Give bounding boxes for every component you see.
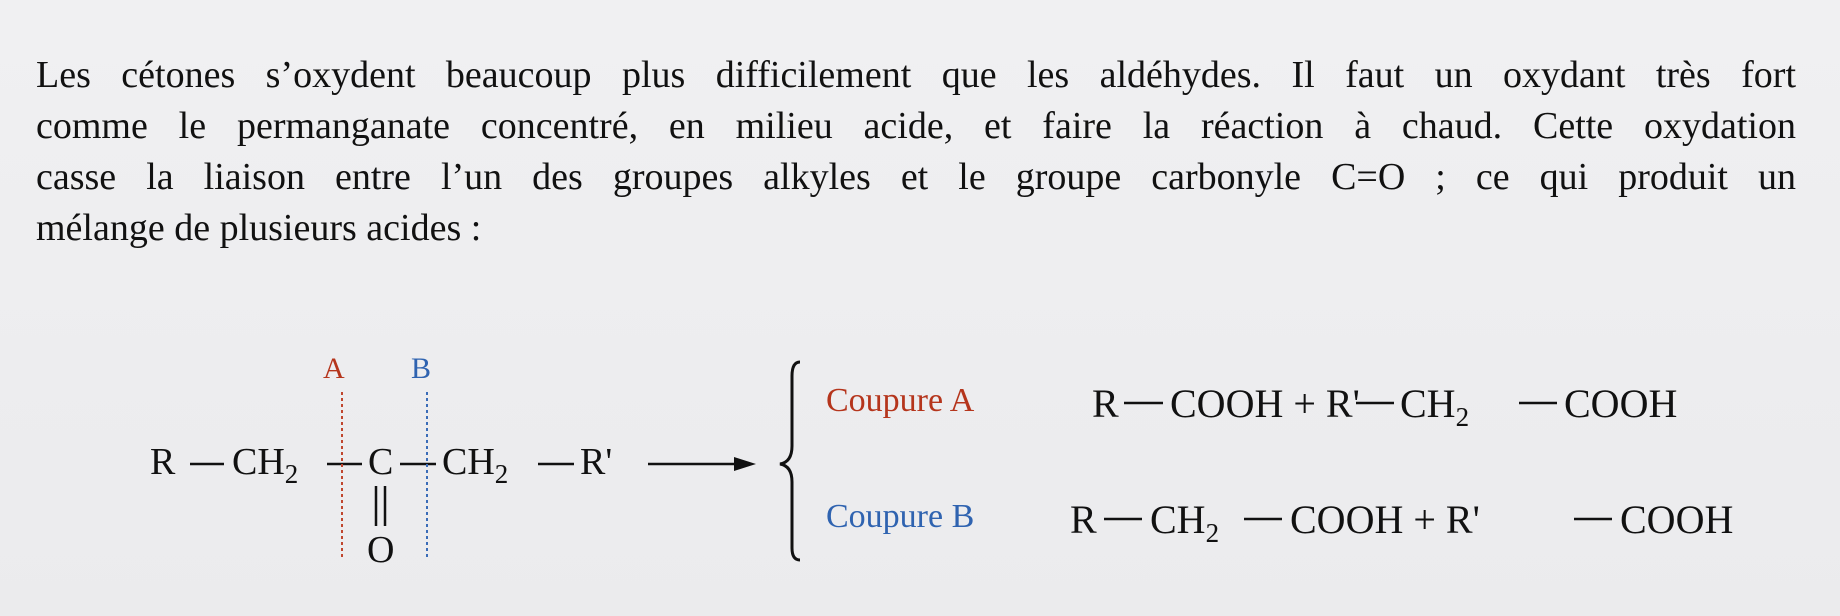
reactant-r-prime: R' [580,441,613,483]
brace [780,362,800,560]
product-b-cooh: COOH [1620,497,1734,542]
cut-b-letter: B [411,352,432,385]
product-b-cooh-rprime: COOH + R' [1290,497,1480,542]
product-b-ch2: $CH_2$ [1150,497,1220,548]
paragraph-line: Les cétones s’oxydent beaucoup plus difficilement que les aldéhydes. Il faut un oxydant très fort [36,54,1796,96]
reactant-carbon: C [368,441,394,483]
arrow-head [734,457,756,471]
coupure-b-label: Coupure B [826,498,975,535]
paragraph-line: mélange de plusieurs acides : [36,207,482,249]
paragraph-line: casse la liaison entre l’un des groupes alkyles et le groupe carbonyle C=O ; ce qui produit un [36,156,1796,198]
product-a-r: R [1092,381,1119,426]
product-b-r: R [1070,497,1097,542]
product-a-cooh-rprime: COOH + R' [1170,381,1360,426]
coupure-a-label: Coupure A [826,382,975,419]
reactant-oxygen: O [367,529,395,571]
reactant-ch2-left: $CH_2$ [232,441,299,489]
product-a-cooh: COOH [1564,381,1678,426]
cut-a-letter: A [323,352,345,385]
reactant-r: R [150,441,176,483]
paragraph-line: comme le permanganate concentré, en milieu acide, et faire la réaction à chaud. Cette oxydation [36,105,1796,147]
product-a-ch2: $CH_2$ [1400,381,1470,432]
reactant-ch2-right: $CH_2$ [442,441,509,489]
